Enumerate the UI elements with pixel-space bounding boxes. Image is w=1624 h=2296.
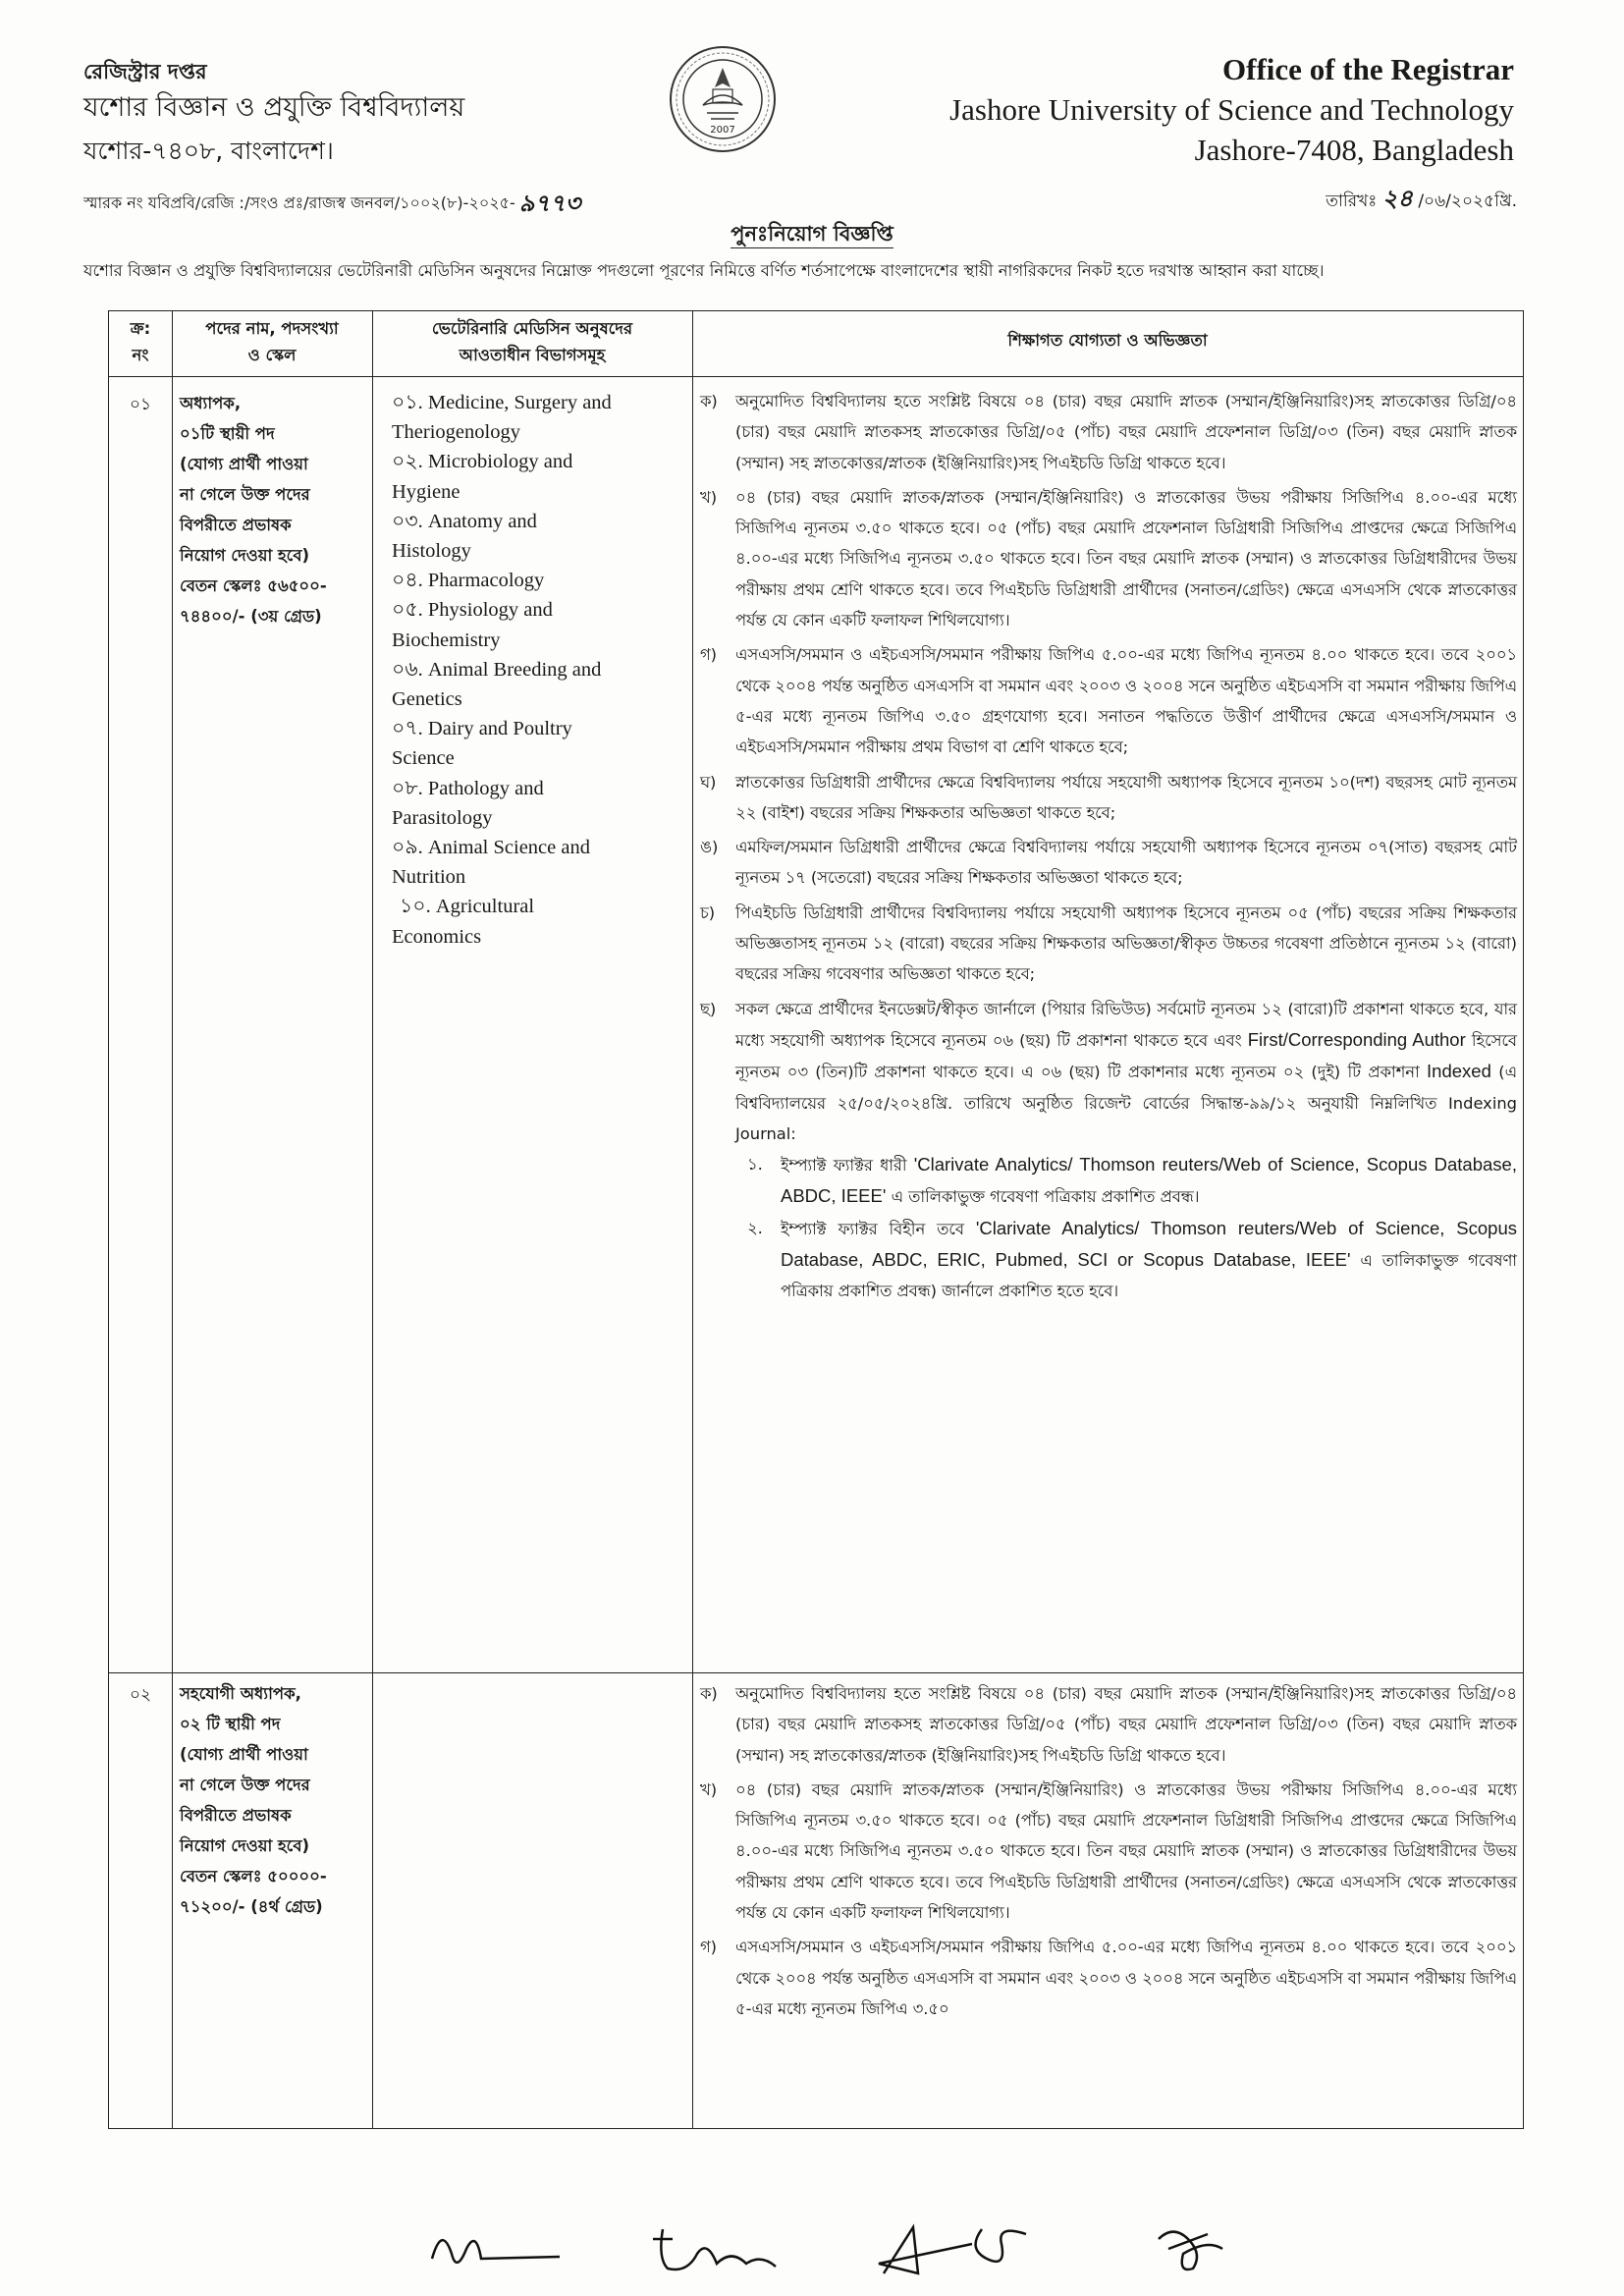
header-qualification: শিক্ষাগত যোগ্যতা ও অভিজ্ঞতা (1007, 331, 1208, 350)
qualification-item: খ) ০৪ (চার) বছর মেয়াদি স্নাতক/স্নাতক (সম্মান/ইঞ্জিনিয়ারিং) ও স্নাতকোত্তর উভয় পরীক্ষায় সিজিপিএ ৪.০০-এর মধ্যে সিজিপিএ ন্যূনতম ৩.৫০ থাকতে হবে। ০৫ (পাঁচ) বছর মেয়াদি প্রফেশনাল ডিগ্রিধারী সিজিপিএ প্রাপ্তদের ক্ষেত্রে সিজিপিএ ৪.০০-এর মধ্যে সিজিপিএ ন্যূনতম ৩.৫০ থাকতে হবে। তিন বছর মেয়াদি স্নাতক (সম্মান) ও স্নাতকোত্তর ডিগ্রিধারীদের উভয় পরীক্ষায় প্রথম শ্রেণি থাকতে হবে। তবে পিএইচডি ডিগ্রিধারী প্রার্থীদের (সনাতন/গ্রেডিং) ক্ষেত্রে এসএসসি থেকে স্নাতকোত্তর পর্যন্ত যে কোন একটি ফলাফল শিথিলযোগ্য। (700, 487, 1517, 630)
bn-address: যশোর-৭৪০৮, বাংলাদেশ। (83, 137, 334, 165)
row1-qualifications (700, 386, 1517, 1311)
memo-line (83, 177, 1517, 217)
qualification-item: ক) অনুমোদিত বিশ্ববিদ্যালয় হতে সংশ্লিষ্ট বিষয়ে ০৪ (চার) বছর মেয়াদি স্নাতক (সম্মান/ইঞ্জিনিয়ারিং)সহ স্নাতকোত্তর ডিগ্রি/০৪ (চার) বছর মেয়াদি স্নাতকসহ স্নাতকোত্তর ডিগ্রি/০৫ (পাঁচ) বছর মেয়াদি প্রফেশনাল ডিগ্রি/০৩ (তিন) বছর মেয়াদি স্নাতক (সম্মান) সহ স্নাতকোত্তর/স্নাতক (ইঞ্জিনিয়ারিং)সহ পিএইচডি ডিগ্রি থাকতে হবে। (700, 392, 1517, 472)
en-address: Jashore-7408, Bangladesh (1194, 133, 1514, 167)
qualification-item: গ) এসএসসি/সমমান ও এইচএসসি/সমমান পরীক্ষায় জিপিএ ৫.০০-এর মধ্যে জিপিএ ন্যূনতম ৪.০০ থাকতে হবে। তবে ২০০১ থেকে ২০০৪ পর্যন্ত অনুষ্ঠিত এসএসসি বা সমমান এবং ২০০৩ ও ২০০৪ সনে অনুষ্ঠিত এইচএসসি বা সমমান পরীক্ষায় জিপিএ ৫-এর মধ্যে ন্যূনতম জিপিএ ৩.৫০ গ্রহণযোগ্য হবে। সনাতন পদ্ধতিতে উত্তীর্ণ প্রার্থীদের ক্ষেত্রে এসএসসি/সমমান ও এইচএসসি/সমমান পরীক্ষায় প্রথম বিভাগ বা শ্রেণি থাকতে হবে; (700, 645, 1517, 757)
signature-3 (874, 2219, 1041, 2278)
department-item: ০৩. Anatomy and (392, 510, 537, 532)
positions-table (108, 310, 1524, 2129)
row1-serial: ০১ (129, 395, 152, 414)
header-serial: ক্র: নং (130, 319, 151, 364)
row2-serial: ০২ (129, 1685, 152, 1705)
memo-ref-text: যবিপ্রবি/রেজি :/সংও প্রঃ/রাজস্ব জনবল/১০০২(৮)-২০২৫- (147, 193, 515, 212)
row2-post-details: সহযোগী অধ্যাপক, ০২ টি স্থায়ী পদ (যোগ্য প্রার্থী পাওয়া না গেলে উক্ত পদের বিপরীতে প্রভাষক নিয়োগ দেওয়া হবে) বেতন স্কেলঃ ৫০০০০- ৭১২০০/- (৪র্থ গ্রেড) (180, 1684, 327, 1916)
department-list: ০১. Medicine, Surgery and Theriogenology ০২. Microbiology and Hygiene ০৩. Anatomy and Histology ০৪. Pharmacology ০৫. Physiology and Biochemistry ০৬. Animal Breeding and Genetics ০৭. Dairy and Poultry Science ০৮. Pathology and Parasitology ০৯. Animal Science and Nutrition ১০. Agricultural Economics (392, 388, 686, 952)
notice-intro: যশোর বিজ্ঞান ও প্রযুক্তি বিশ্ববিদ্যালয়ের ভেটেরিনারী মেডিসিন অনুষদের নিম্নোক্ত পদগুলো পূরণের নিমিত্তে বর্ণিত শর্তসাপেক্ষে বাংলাদেশের স্থায়ী নাগরিকদের নিকট হতে দরখাস্ত আহ্বান করা যাচ্ছে। (83, 261, 1325, 280)
bangla-letterhead (83, 57, 633, 173)
date-day: ২৪ (1381, 185, 1413, 212)
qualification-item: ঘ) স্নাতকোত্তর ডিগ্রিধারী প্রার্থীদের ক্ষেত্রে বিশ্ববিদ্যালয় পর্যায়ে সহযোগী অধ্যাপক হিসেবে ন্যূনতম ১০(দশ) বছরসহ মোট ন্যূনতম ২২ (বাইশ) বছরের সক্রিয় শিক্ষকতার অভিজ্ঞতা থাকতে হবে; (700, 772, 1517, 822)
qualification-item: খ) ০৪ (চার) বছর মেয়াদি স্নাতক/স্নাতক (সম্মান/ইঞ্জিনিয়ারিং) ও স্নাতকোত্তর উভয় পরীক্ষায় সিজিপিএ ৪.০০-এর মধ্যে সিজিপিএ ন্যূনতম ৩.৫০ থাকতে হবে। ০৫ (পাঁচ) বছর মেয়াদি প্রফেশনাল ডিগ্রিধারী সিজিপিএ প্রাপ্তদের ক্ষেত্রে সিজিপিএ ৪.০০-এর মধ্যে সিজিপিএ ন্যূনতম ৩.৫০ থাকতে হবে। তিন বছর মেয়াদি স্নাতক (সম্মান) ও স্নাতকোত্তর ডিগ্রিধারীদের উভয় পরীক্ষায় প্রথম শ্রেণি থাকতে হবে। তবে পিএইচডি ডিগ্রিধারী প্রার্থীদের (সনাতন/গ্রেডিং) ক্ষেত্রে এসএসসি থেকে স্নাতকোত্তর পর্যন্ত যে কোন একটি ফলাফল শিথিলযোগ্য। (700, 1779, 1517, 1923)
header-departments: ভেটেরিনারি মেডিসিন অনুষদের আওতাধীন বিভাগসমূহ (431, 319, 633, 364)
indexing-item: ১. ইম্প্যাক্ট ফ্যাক্টর ধারী 'Clarivate Analytics/ Thomson reuters/Web of Science, Scopus Database, ABDC, IEEE' এ তালিকাভুক্ত গবেষণা পত্রিকায় প্রকাশিত প্রবন্ধ। (747, 1154, 1517, 1207)
en-university-name: Jashore University of Science and Technology (949, 92, 1514, 127)
memo-number: ৯৭৭৩ (518, 189, 581, 217)
qualification-item: চ) পিএইচডি ডিগ্রিধারী প্রার্থীদের বিশ্ববিদ্যালয় পর্যায়ে সহযোগী অধ্যাপক হিসেবে ন্যূনতম ০৫ (পাঁচ) বছরের সক্রিয় শিক্ষকতার অভিজ্ঞতাসহ ন্যূনতম ১২ (বারো) বছরের সক্রিয় শিক্ষকতার অভিজ্ঞতা/স্বীকৃত উচ্চতর গবেষণা প্রতিষ্ঠানে ন্যূনতম ১২ (বারো) বছরের সক্রিয় গবেষণার অভিজ্ঞতা থাকতে হবে; (700, 902, 1517, 984)
department-item: ০৫. Physiology and (392, 599, 553, 622)
department-item: ০৭. Dairy and Poultry (392, 718, 572, 740)
logo-year: 2007 (710, 125, 735, 136)
en-office-name: Office of the Registrar (1222, 52, 1514, 86)
memo-reference (83, 183, 580, 222)
english-letterhead (905, 49, 1514, 171)
indexing-item: ২. ইম্প্যাক্ট ফ্যাক্টর বিহীন তবে 'Clarivate Analytics/ Thomson reuters/Web of Science, Scopus Database, ABDC, ERIC, Pubmed, SCI or Scopus Database, IEEE' এ তালিকাভুক্ত গবেষণা পত্রিকায় প্রকাশিত প্রবন্ধ) জার্নালে প্রকাশিত হতে হবে। (747, 1217, 1518, 1301)
date-rest: /০৬/২০২৫খ্রি. (1418, 191, 1517, 211)
row2-qualifications (700, 1678, 1517, 2028)
signature-1 (422, 2219, 569, 2278)
memo-date (1326, 181, 1517, 220)
department-item: ০২. Microbiology and (392, 451, 573, 473)
department-item: ০৯. Animal Science and (392, 837, 590, 859)
notice-title: পুনঃনিয়োগ বিজ্ঞপ্তি (0, 218, 1624, 252)
university-logo (668, 44, 778, 154)
qualification-item: ক) অনুমোদিত বিশ্ববিদ্যালয় হতে সংশ্লিষ্ট বিষয়ে ০৪ (চার) বছর মেয়াদি স্নাতক (সম্মান/ইঞ্জিনিয়ারিং)সহ স্নাতকোত্তর ডিগ্রি/০৪ (চার) বছর মেয়াদি স্নাতকসহ স্নাতকোত্তর ডিগ্রি/০৫ (পাঁচ) বছর মেয়াদি প্রফেশনাল ডিগ্রি/০৩ (তিন) বছর মেয়াদি স্নাতক (সম্মান) সহ স্নাতকোত্তর/স্নাতক (ইঞ্জিনিয়ারিং)সহ পিএইচডি ডিগ্রি থাকতে হবে। (700, 1684, 1517, 1765)
qualification-item: গ) এসএসসি/সমমান ও এইচএসসি/সমমান পরীক্ষায় জিপিএ ৫.০০-এর মধ্যে জিপিএ ন্যূনতম ৪.০০ থাকতে হবে। তবে ২০০১ থেকে ২০০৪ পর্যন্ত অনুষ্ঠিত এসএসসি বা সমমান এবং ২০০৩ ও ২০০৪ সনে অনুষ্ঠিত এইচএসসি বা সমমান পরীক্ষায় জিপিএ ৫-এর মধ্যে ন্যূনতম জিপিএ ৩.৫০ (700, 1938, 1517, 2018)
signature-2 (638, 2219, 785, 2278)
bn-university-name: যশোর বিজ্ঞান ও প্রযুক্তি বিশ্ববিদ্যালয় (83, 92, 465, 123)
date-label: তারিখঃ (1326, 191, 1378, 211)
department-item: ০৮. Pathology and (392, 777, 544, 799)
header-post: পদের নাম, পদসংখ্যা ও স্কেল (205, 319, 339, 364)
memo-label: স্মারক নং (83, 193, 143, 212)
department-item: ০৬. Animal Breeding and (392, 658, 602, 681)
signature-4 (1149, 2219, 1237, 2278)
qualification-item: ঙ) এমফিল/সমমান ডিগ্রিধারী প্রার্থীদের ক্ষেত্রে বিশ্ববিদ্যালয় পর্যায়ে সহযোগী অধ্যাপক হিসেবে ন্যূনতম ০৭(সাত) বছরসহ মোট ন্যূনতম ১৭ (সতেরো) বছরের সক্রিয় শিক্ষকতার অভিজ্ঞতা থাকতে হবে; (700, 838, 1517, 888)
publication-requirement: ছ) সকল ক্ষেত্রে প্রার্থীদের ইনডেক্সট/স্বীকৃত জার্নালে (পিয়ার রিভিউড) সর্বমোট ন্যূনতম ১২ (বারো)টি প্রকাশনা থাকতে হবে, যার মধ্যে সহযোগী অধ্যাপক হিসেবে ন্যূনতম ০৬ (ছয়) টি প্রকাশনা থাকতে হবে এবং First/Corresponding Author হিসেবে ন্যূনতম ০৩ (তিন)টি প্রকাশনা থাকতে হবে। এ ০৬ (ছয়) টি প্রকাশনার মধ্যে ন্যূনতম ০২ (দুই) টি প্রকাশনা Indexed (এ বিশ্ববিদ্যালয়ের ২৫/০৫/২০২৪খ্রি. তারিখে অনুষ্ঠিত রিজেন্ট বোর্ডের সিদ্ধান্ত-৯৯/১২ অনুযায়ী নিম্নলিখিত Indexing Journal: ১. ইম্প্যাক্ট ফ্যাক্টর ধারী 'Clarivate Analytics/ Thomson reuters/Web of Science, Scopus Database, ABDC, IEEE' এ তালিকাভুক্ত গবেষণা পত্রিকায় প্রকাশিত প্রবন্ধ। ২. ইম্প্যাক্ট ফ্যাক্টর বিহীন তবে 'Clarivate Analytics/ Thomson reuters/Web of Science, Scopus Database, ABDC, ERIC, Pubmed, SCI or Scopus Database, IEEE' এ তালিকাভুক্ত গবেষণা পত্রিকায় প্রকাশিত প্রবন্ধ) জার্নালে প্রকাশিত হতে হবে। (700, 994, 1517, 1307)
department-item: ০৪. Pharmacology (392, 570, 545, 592)
department-item: ১০. Agricultural (400, 896, 535, 918)
bn-office-name: রেজিস্ট্রার দপ্তর (83, 60, 207, 83)
department-item: ০১. Medicine, Surgery and (392, 392, 612, 413)
row1-post-details: অধ্যাপক, ০১টি স্থায়ী পদ (যোগ্য প্রার্থী পাওয়া না গেলে উক্ত পদের বিপরীতে প্রভাষক নিয়োগ দেওয়া হবে) বেতন স্কেলঃ ৫৬৫০০- ৭৪৪০০/- (৩য় গ্রেড) (180, 394, 327, 626)
